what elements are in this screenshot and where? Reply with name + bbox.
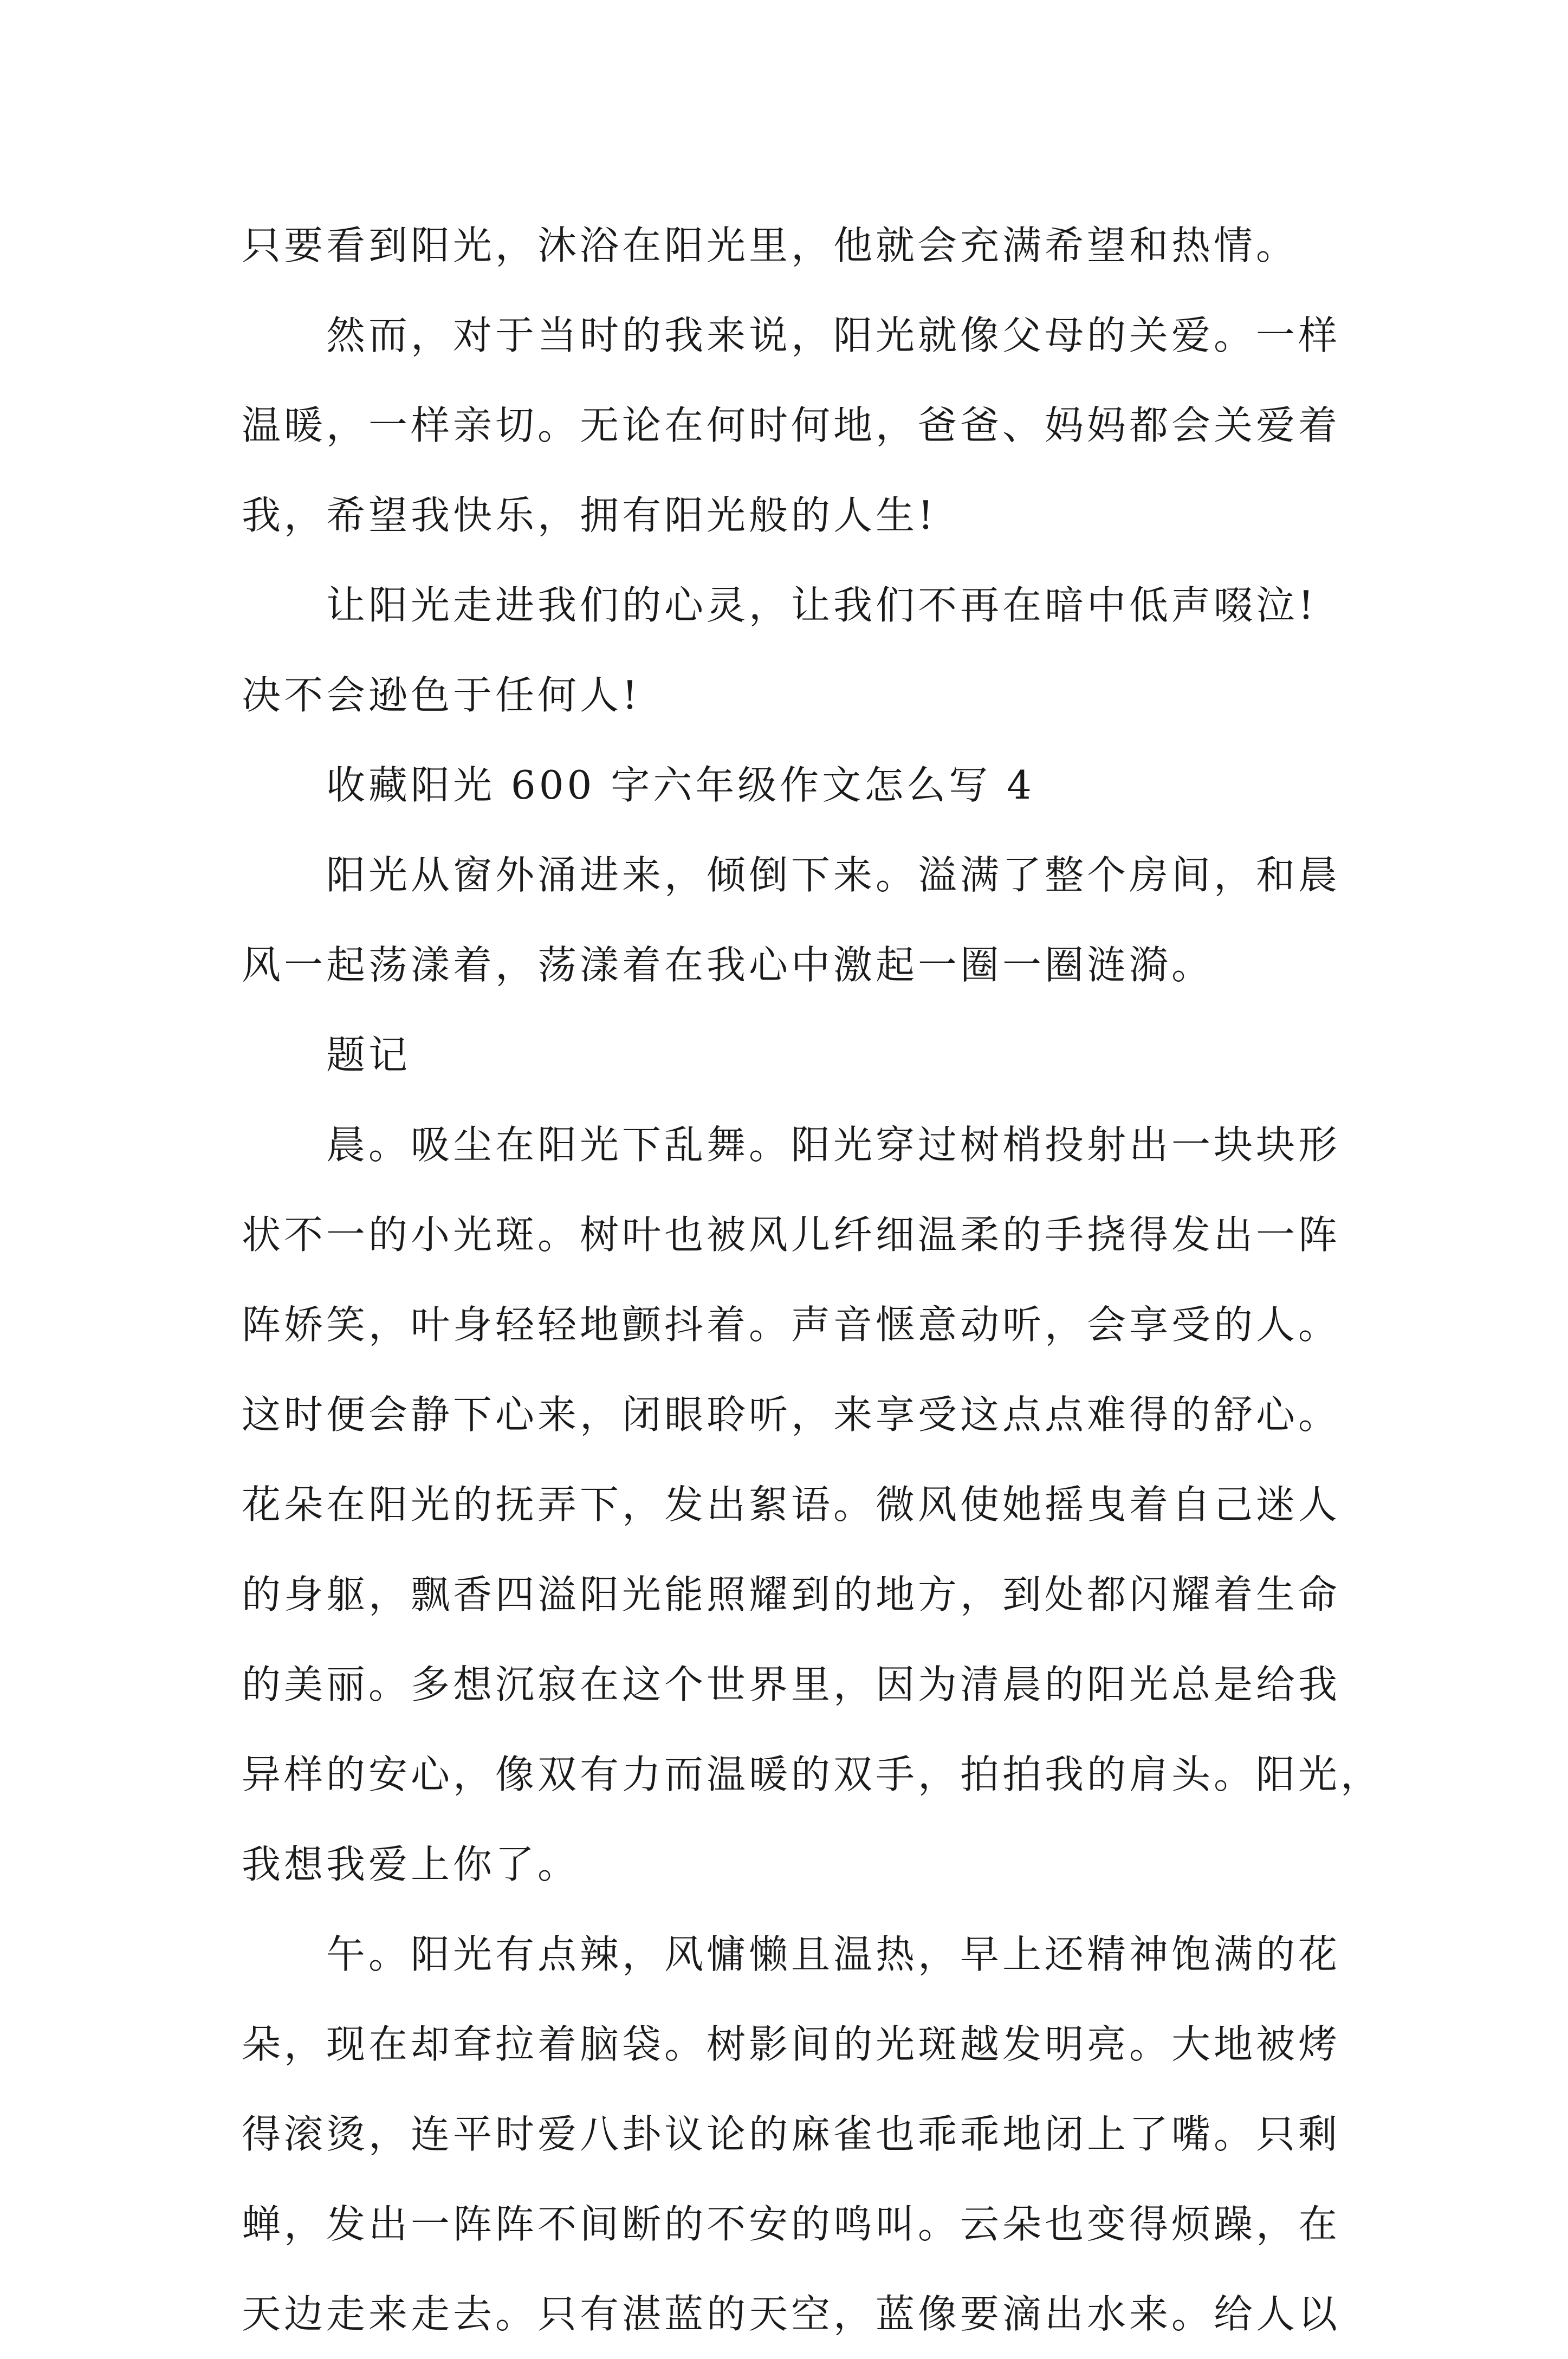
epigraph-label: 题记	[326, 1032, 411, 1078]
text-line: 风一起荡漾着，荡漾着在我心中激起一圈一圈涟漪。	[242, 942, 1214, 988]
essay-body	[242, 200, 1383, 2359]
text-line: 午。阳光有点辣，风慵懒且温热，早上还精神饱满的花	[326, 1932, 1341, 1977]
text-line: 状不一的小光斑。树叶也被风儿纤细温柔的手挠得发出一阵	[242, 1212, 1341, 1258]
text-line: 得滚烫，连平时爱八卦议论的麻雀也乖乖地闭上了嘴。只剩	[242, 2111, 1341, 2157]
text-line: 的美丽。多想沉寂在这个世界里，因为清晨的阳光总是给我	[242, 1662, 1341, 1707]
text-line: 的身躯，飘香四溢阳光能照耀到的地方，到处都闪耀着生命	[242, 1572, 1341, 1617]
text-line: 阳光从窗外涌进来，倾倒下来。溢满了整个房间，和晨	[326, 852, 1341, 898]
text-line: 阵娇笑，叶身轻轻地颤抖着。声音惬意动听，会享受的人。	[242, 1302, 1341, 1347]
text-line: 我想我爱上你了。	[242, 1842, 580, 1887]
text-line: 只要看到阳光，沐浴在阳光里，他就会充满希望和热情。	[242, 223, 1299, 268]
text-line: 晨。吸尘在阳光下乱舞。阳光穿过树梢投射出一块块形	[326, 1122, 1341, 1168]
text-line: 然而，对于当时的我来说，阳光就像父母的关爱。一样	[326, 313, 1341, 358]
text-line: 温暖，一样亲切。无论在何时何地，爸爸、妈妈都会关爱着	[242, 403, 1341, 448]
text-line: 决不会逊色于任何人!	[242, 672, 641, 718]
text-line: 我，希望我快乐，拥有阳光般的人生!	[242, 492, 937, 538]
section-heading: 收藏阳光 600 字六年级作文怎么写 4	[326, 762, 1035, 808]
text-line: 让阳光走进我们的心灵，让我们不再在暗中低声啜泣!	[326, 582, 1317, 628]
text-line: 花朵在阳光的抚弄下，发出絮语。微风使她摇曳着自己迷人	[242, 1482, 1341, 1527]
text-line: 异样的安心，像双有力而温暖的双手，拍拍我的肩头。阳光，	[242, 1752, 1383, 1797]
text-line: 蝉，发出一阵阵不间断的不安的鸣叫。云朵也变得烦躁，在	[242, 2201, 1341, 2247]
text-line: 天边走来走去。只有湛蓝的天空，蓝像要滴出水来。给人以	[242, 2291, 1341, 2337]
text-line: 朵，现在却耷拉着脑袋。树影间的光斑越发明亮。大地被烤	[242, 2021, 1341, 2067]
text-line: 这时便会静下心来，闭眼聆听，来享受这点点难得的舒心。	[242, 1392, 1341, 1437]
